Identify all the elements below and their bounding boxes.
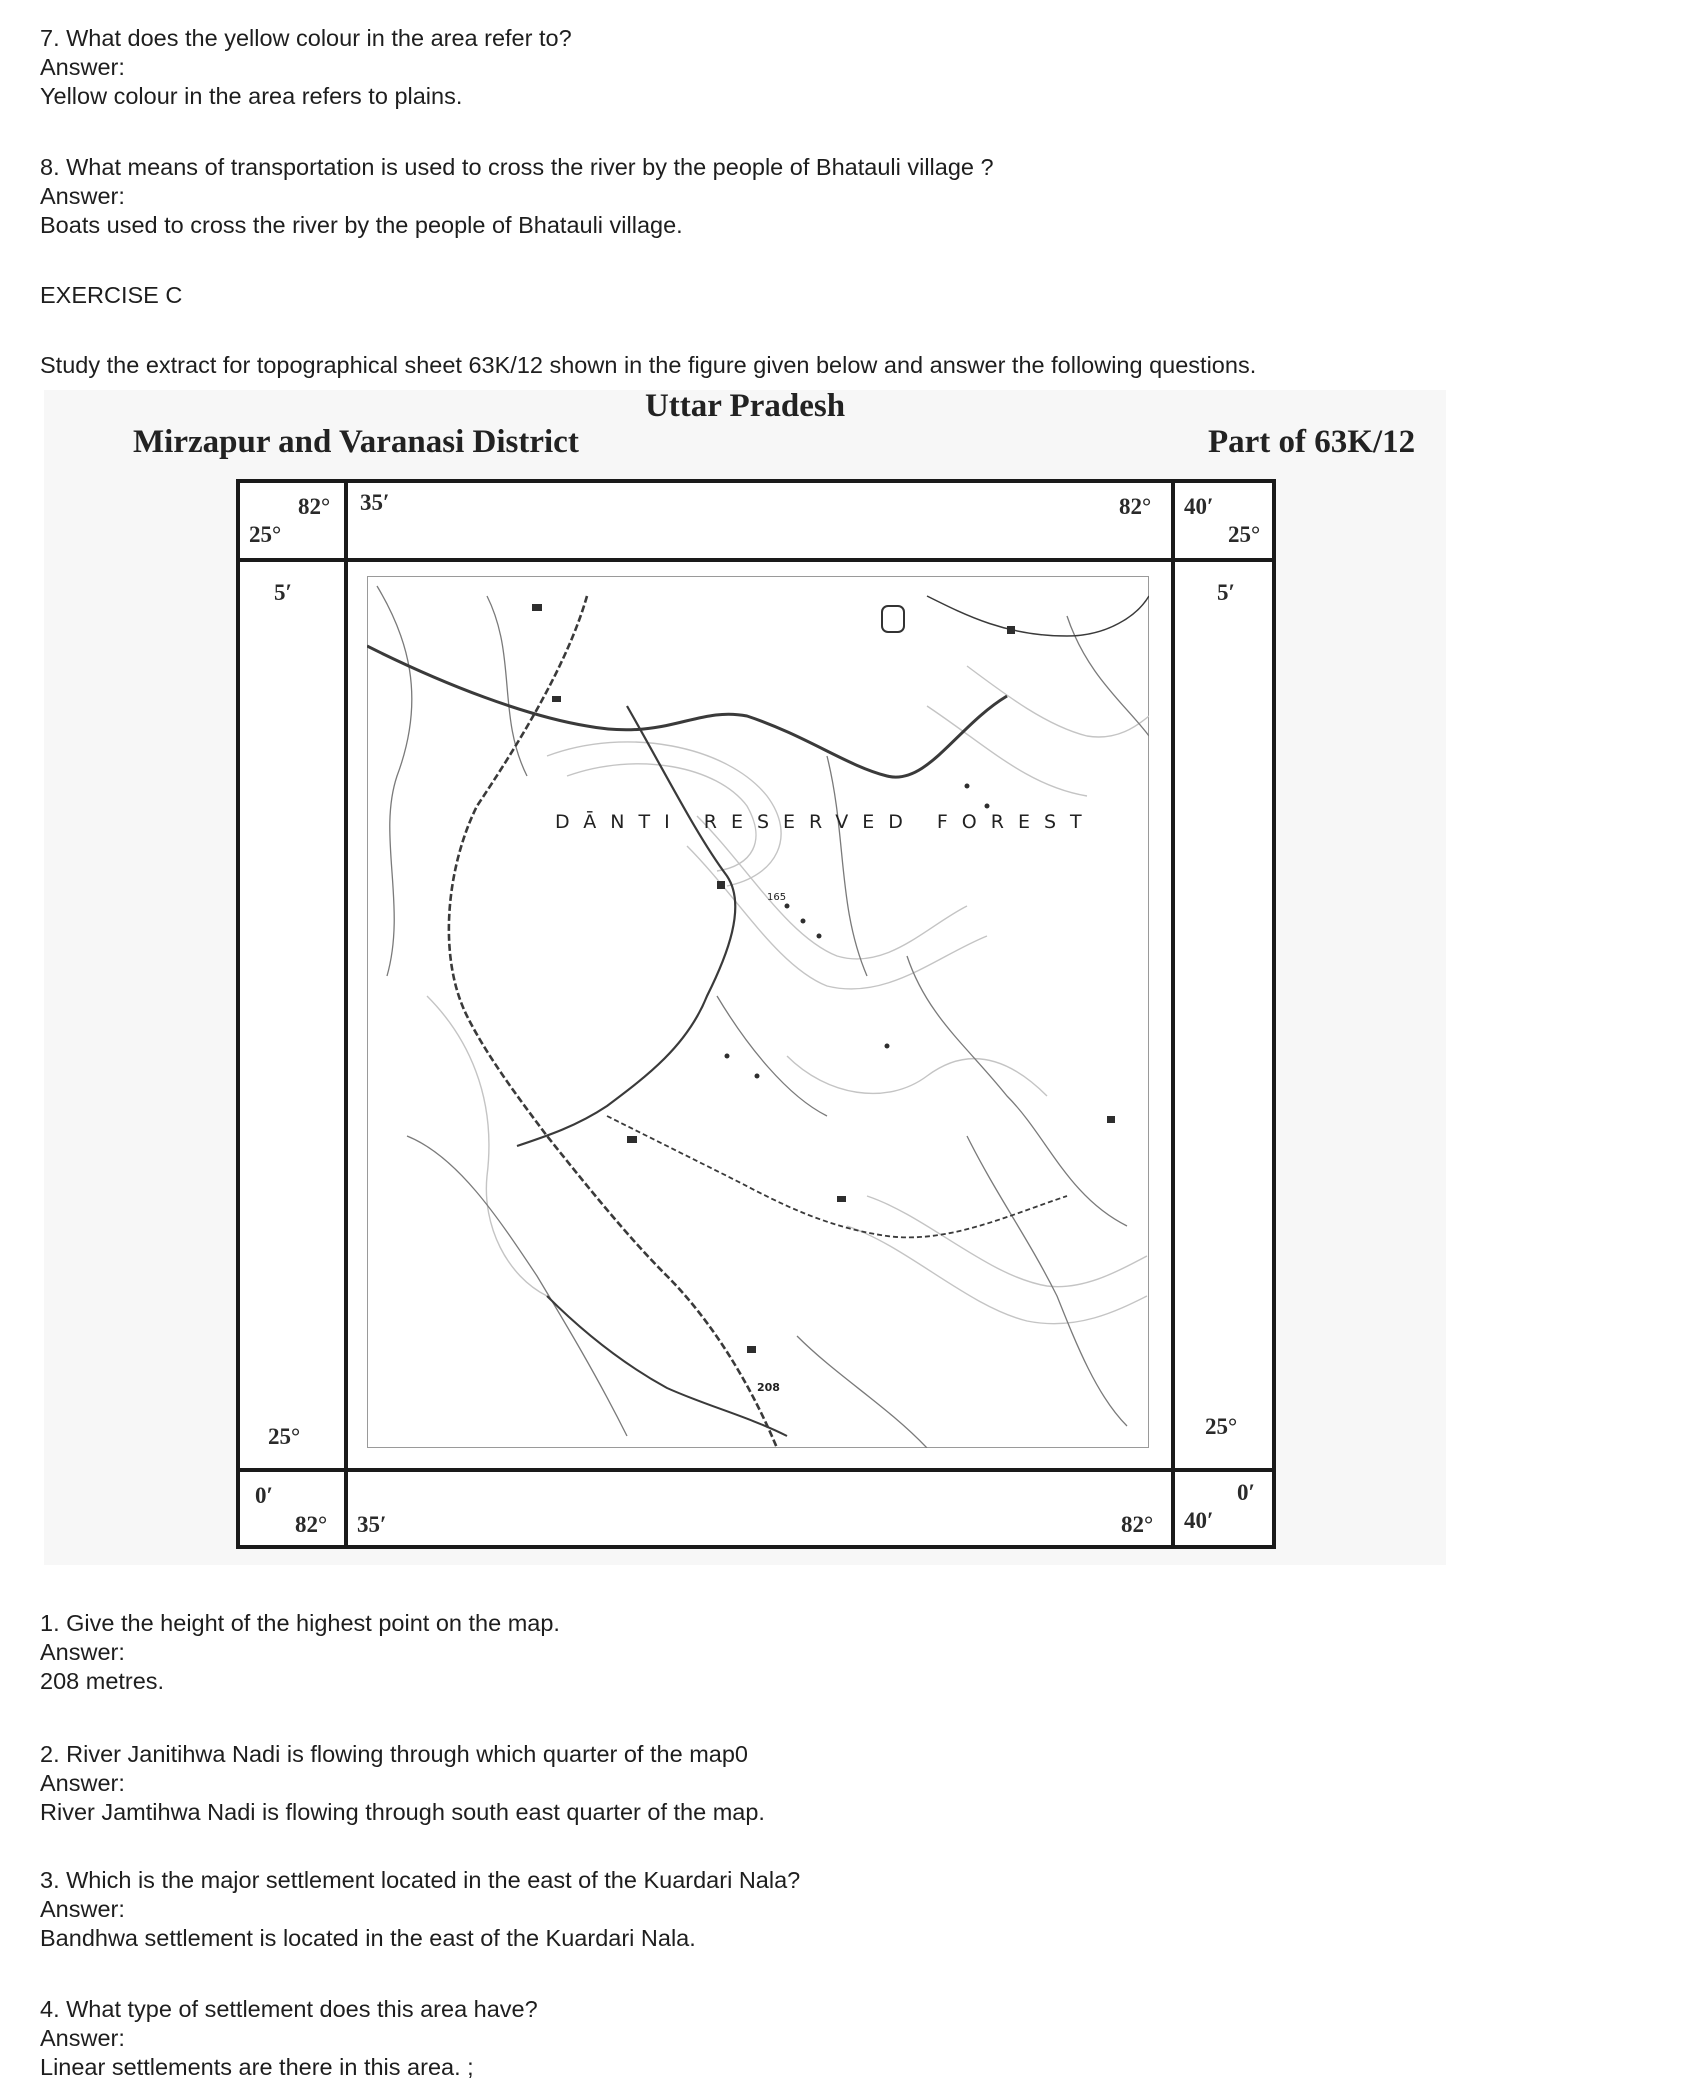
coord-bottom-left-lon-deg: 82°: [295, 1512, 328, 1537]
coord-left-top-lat-min: 5′: [274, 580, 292, 605]
coord-bottom-left-lat-min: 0′: [255, 1483, 273, 1508]
exercise-instruction: Study the extract for topographical sheet 63K/12 shown in the figure given below and answer the following questions.: [40, 352, 1257, 378]
well-symbol: [785, 904, 790, 909]
answer-text: Linear settlements are there in this area. ;: [40, 2054, 474, 2080]
question-text: 3. Which is the major settlement located in the east of the Kuardari Nala?: [40, 1867, 801, 1893]
coord-left-bottom-lat-deg: 25°: [268, 1424, 301, 1449]
well-symbol: [965, 784, 970, 789]
well-symbol: [817, 934, 822, 939]
well-symbol: [755, 1074, 760, 1079]
answer-label: Answer:: [40, 183, 125, 209]
answer-text: Boats used to cross the river by the people of Bhatauli village.: [40, 212, 683, 238]
exercise-title: EXERCISE C: [40, 282, 183, 308]
coord-bottom-right-lon-deg: 82°: [1121, 1512, 1154, 1537]
map-spot-height-165: 165: [767, 892, 787, 903]
answer-text: Yellow colour in the area refers to plains.: [40, 83, 463, 109]
coord-top-right-lon-deg: 82°: [1119, 494, 1152, 519]
question-text: 1. Give the height of the highest point on the map.: [40, 1610, 560, 1636]
question-text: 4. What type of settlement does this area have?: [40, 1996, 538, 2022]
well-symbol: [885, 1044, 890, 1049]
well-symbol: [725, 1054, 730, 1059]
settlement-symbol: [532, 604, 542, 611]
topographic-map-drawing: [367, 576, 1149, 1448]
coord-top-left-lon-deg: 82°: [298, 494, 331, 519]
coord-top-right-lat-deg: 25°: [1228, 522, 1261, 547]
question-text: 8. What means of transportation is used to cross the river by the people of Bhatauli village ?: [40, 154, 994, 180]
frame-divider-top: [240, 558, 1272, 562]
answer-label: Answer:: [40, 1770, 125, 1796]
settlement-symbol: [1107, 1116, 1115, 1123]
coord-right-bottom-lat-deg: 25°: [1205, 1414, 1238, 1439]
answer-label: Answer:: [40, 2025, 125, 2051]
settlement-symbol: [552, 696, 561, 702]
map-label-reserved-forest: DĀNTI RESERVED FOREST: [555, 811, 1096, 833]
settlement-symbol: [747, 1346, 756, 1353]
map-neatline: [367, 576, 1149, 1448]
coord-bottom-right-lon-min: 40′: [1184, 1508, 1214, 1533]
question-text: 2. River Janitihwa Nadi is flowing through which quarter of the map0: [40, 1741, 748, 1767]
coord-top-left-lat-deg: 25°: [249, 522, 282, 547]
question-text: 7. What does the yellow colour in the area refer to?: [40, 25, 572, 51]
settlement-symbol: [837, 1196, 846, 1202]
map-spot-height-208: 208: [757, 1381, 780, 1394]
answer-label: Answer:: [40, 1639, 125, 1665]
settlement-symbol: [717, 881, 725, 889]
coord-right-top-lat-min: 5′: [1217, 580, 1235, 605]
coord-bottom-left-lon-min: 35′: [357, 1512, 387, 1537]
frame-divider-bottom: [240, 1468, 1272, 1472]
map-district-title: Mirzapur and Varanasi District: [133, 424, 579, 460]
answer-label: Answer:: [40, 1896, 125, 1922]
coord-top-left-lon-min: 35′: [360, 490, 390, 515]
map-sheet-number: Part of 63K/12: [1208, 424, 1416, 460]
answer-label: Answer:: [40, 54, 125, 80]
coord-top-right-lon-min: 40′: [1184, 494, 1214, 519]
map-state-title: Uttar Pradesh: [644, 388, 846, 424]
answer-text: 208 metres.: [40, 1668, 165, 1694]
well-symbol: [985, 804, 990, 809]
topographic-map: [367, 576, 1149, 1448]
answer-text: River Jamtihwa Nadi is flowing through south east quarter of the map.: [40, 1799, 765, 1825]
coord-bottom-right-lat-min: 0′: [1237, 1480, 1255, 1505]
answer-text: Bandhwa settlement is located in the east of the Kuardari Nala.: [40, 1925, 696, 1951]
settlement-symbol: [1007, 626, 1015, 634]
well-symbol: [801, 919, 806, 924]
frame-divider-right: [1171, 483, 1175, 1545]
frame-divider-left: [344, 483, 348, 1545]
settlement-symbol: [627, 1136, 637, 1143]
